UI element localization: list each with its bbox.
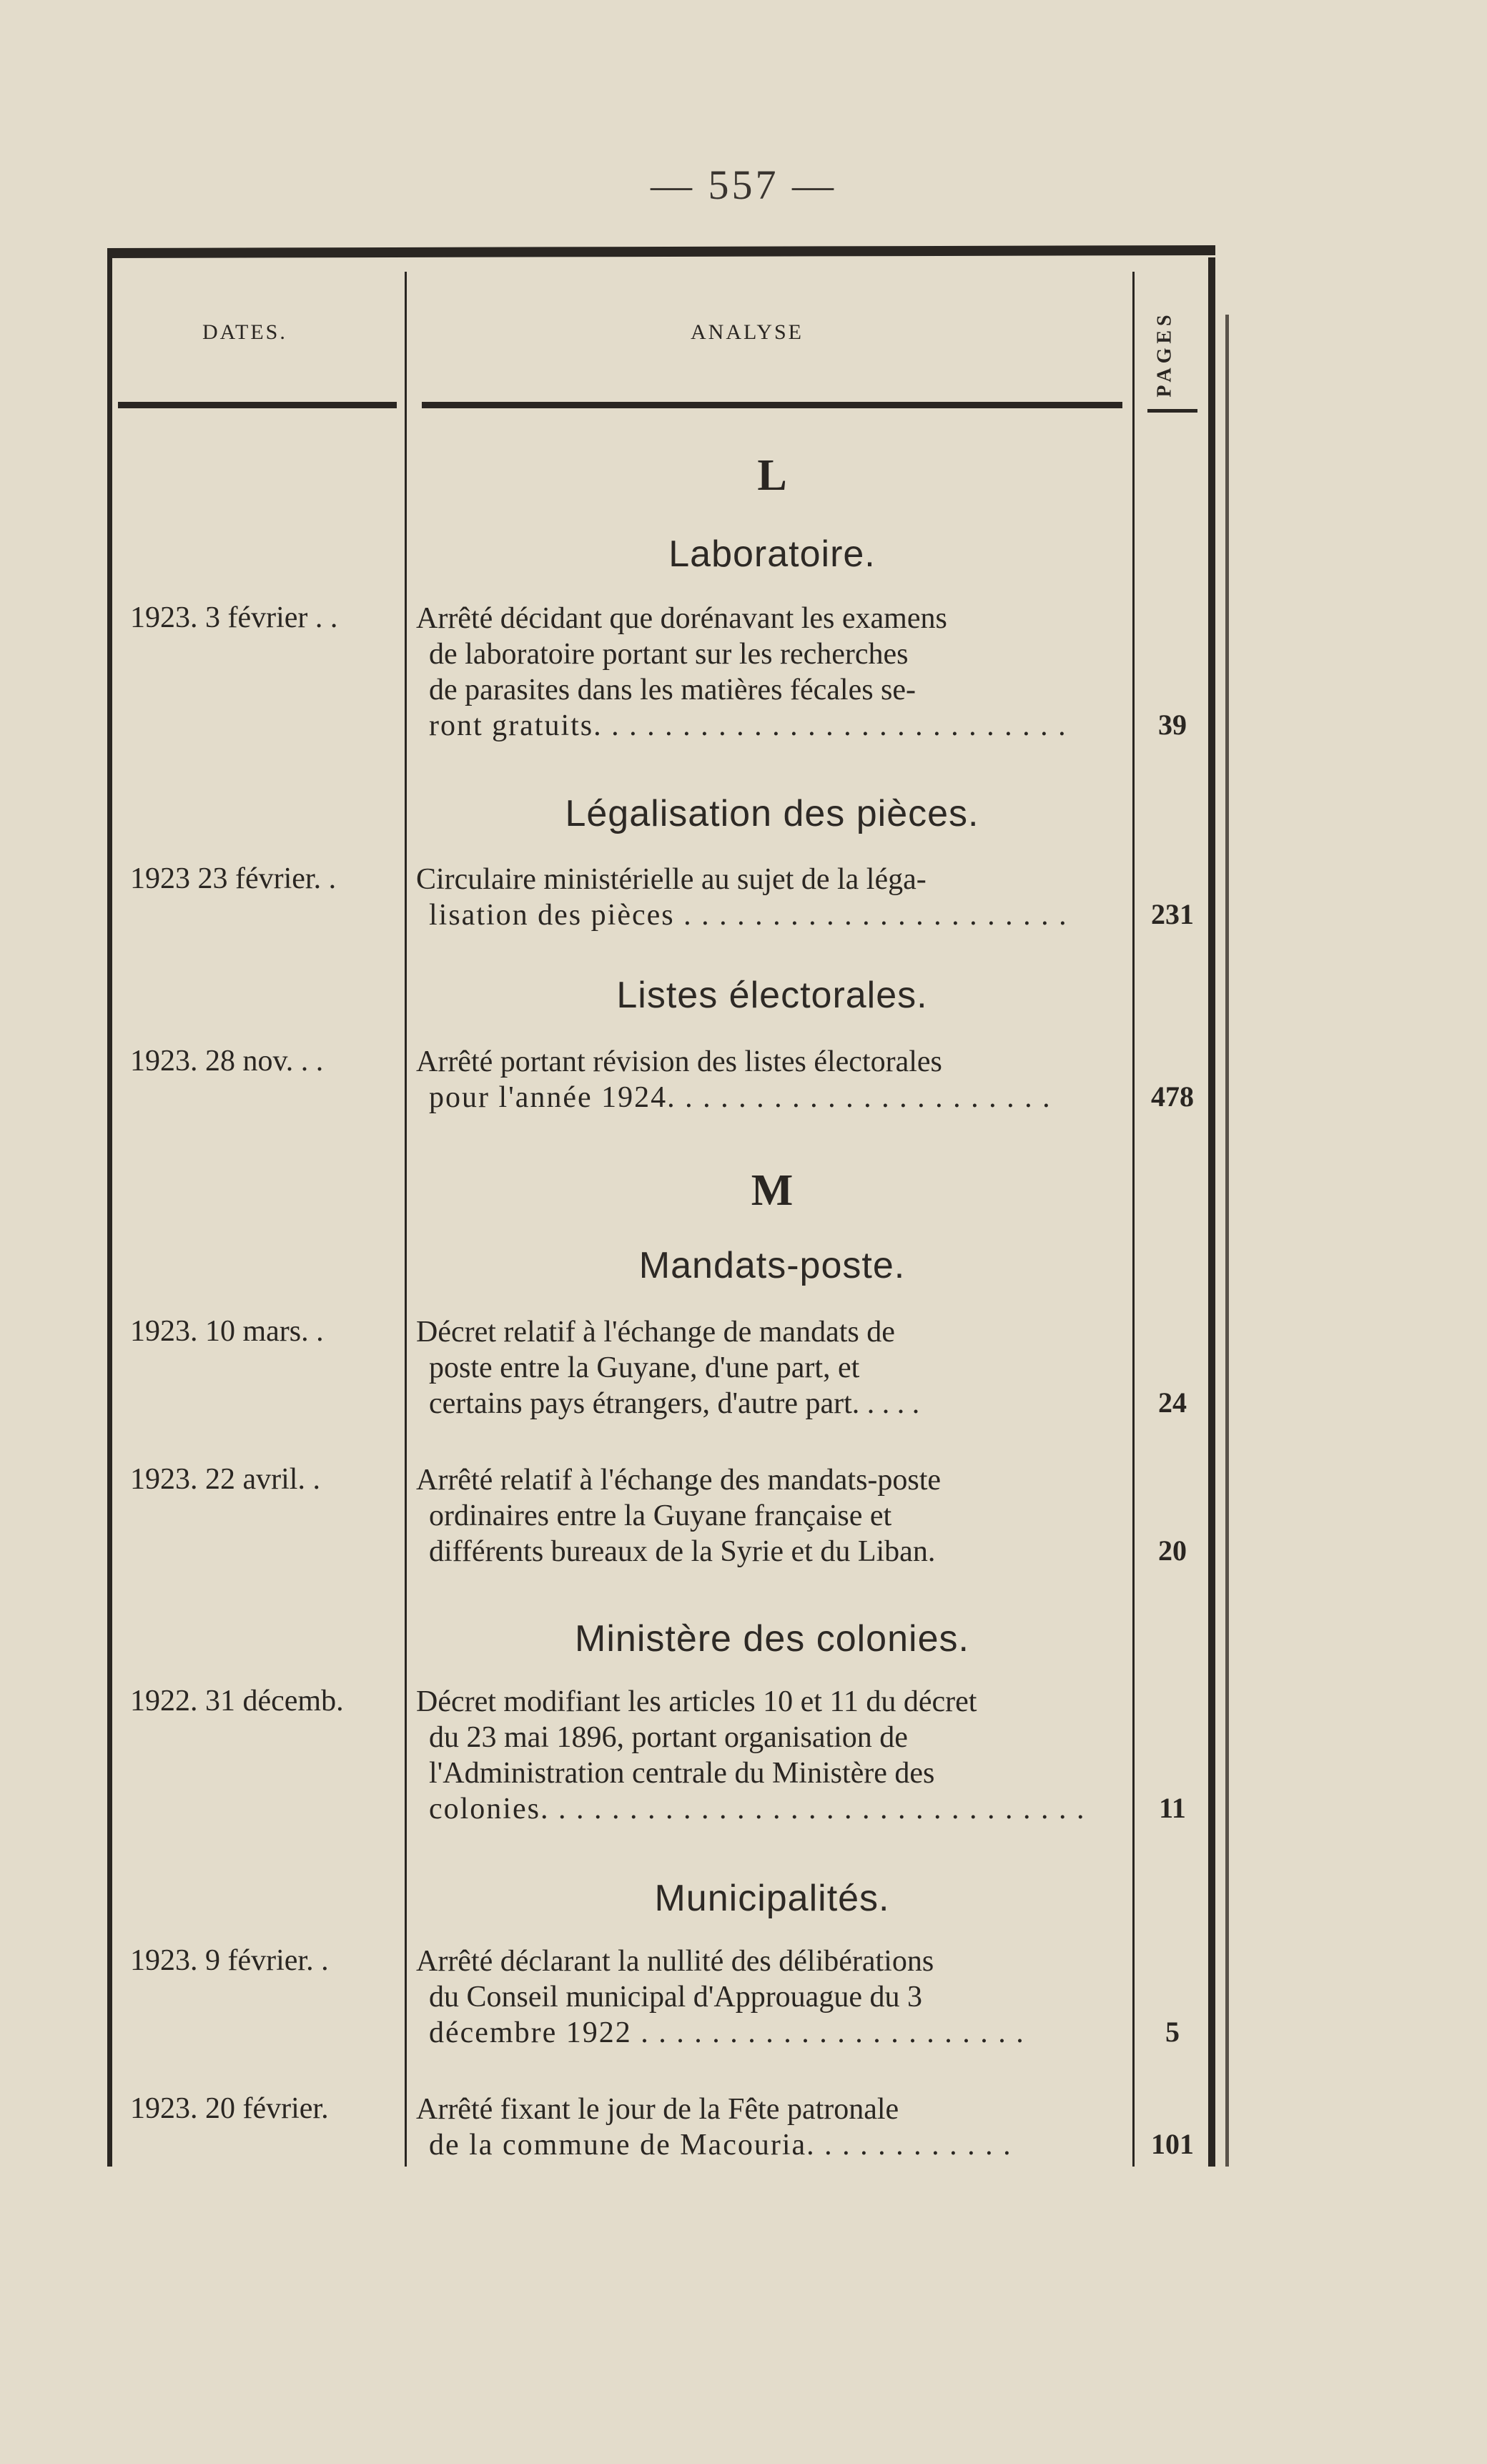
entry-line: Arrêté fixant le jour de la Fête patronale [416, 2093, 899, 2126]
heading-ministere-colonies: Ministère des colonies. [575, 1618, 969, 1660]
entry-text [416, 1684, 1131, 1827]
entry-line: Arrêté déclarant la nullité des délibérations [416, 1945, 934, 1978]
entry-page: 231 [1151, 898, 1194, 930]
entry-text [416, 1314, 1131, 1421]
right-border [1208, 257, 1215, 2167]
entry-page: 101 [1151, 2128, 1194, 2160]
entry-line: colonies. . . . . . . . . . . . . . . . . . . . . . . . . . . . . . . [429, 1793, 1086, 1825]
entry-line: Arrêté décidant que dorénavant les examens [416, 602, 947, 635]
entry-page: 20 [1158, 1534, 1187, 1567]
entry-page: 478 [1151, 1080, 1194, 1113]
heading-mandats-poste: Mandats-poste. [638, 1245, 906, 1286]
entry-text [416, 601, 1131, 744]
entry-page: 5 [1165, 2016, 1180, 2048]
entry-line: Arrêté portant révision des listes électorales [416, 1045, 942, 1078]
left-border [107, 257, 112, 2167]
heading-legalisation: Légalisation des pièces. [565, 793, 979, 834]
entry-line: Circulaire ministérielle au sujet de la léga- [416, 863, 927, 896]
entry-line: Décret modifiant les articles 10 et 11 du décret [416, 1685, 977, 1718]
heading-laboratoire: Laboratoire. [668, 533, 876, 575]
table-top-rule [107, 245, 1215, 258]
entry-date: 1923. 28 nov. . . [130, 1045, 324, 1078]
entry-line: l'Administration centrale du Ministère des [429, 1757, 935, 1790]
heading-listes-electorales: Listes électorales. [616, 975, 928, 1016]
entry-line: ront gratuits. . . . . . . . . . . . . . . . . . . . . . . . . . . [429, 709, 1067, 742]
entry-line: lisation des pièces . . . . . . . . . . . . . . . . . . . . . . [429, 899, 1068, 932]
entry-date: 1922. 31 décemb. [130, 1685, 344, 1718]
entry-line: Décret relatif à l'échange de mandats de [416, 1316, 895, 1349]
entry-line: de parasites dans les matières fécales se- [429, 674, 917, 706]
entry-page: 24 [1158, 1386, 1187, 1419]
header-analyse: ANALYSE [691, 320, 804, 344]
entry-line: de laboratoire portant sur les recherches [429, 638, 909, 671]
entry-line: pour l'année 1924. . . . . . . . . . . . . . . . . . . . . . [429, 1081, 1052, 1114]
entry-line: de la commune de Macouria. . . . . . . . . . . . [429, 2129, 1012, 2162]
entry-date: 1923. 20 février. [130, 2092, 329, 2125]
entry-date: 1923. 10 mars. . [130, 1315, 324, 1348]
entry-text [416, 2091, 1131, 2163]
entry-text [416, 1462, 1131, 1569]
entry-line: du 23 mai 1896, portant organisation de [429, 1721, 908, 1754]
section-letter-l: L [757, 451, 787, 500]
right-shadow-rule [1225, 315, 1229, 2167]
entry-text [416, 1943, 1131, 2051]
entry-page: 39 [1158, 709, 1187, 741]
entry-text [416, 1044, 1131, 1115]
header-dates: DATES. [202, 320, 287, 344]
entry-line: certains pays étrangers, d'autre part. . . . . [429, 1387, 920, 1420]
entry-line: Arrêté relatif à l'échange des mandats-poste [416, 1464, 942, 1497]
entry-date: 1923. 9 février. . [130, 1944, 329, 1977]
dates-header-rule [118, 402, 397, 408]
entry-line: décembre 1922 . . . . . . . . . . . . . . . . . . . . . . [429, 2016, 1025, 2049]
entry-text [416, 862, 1131, 933]
section-letter-m: M [751, 1166, 794, 1215]
dates-column-divider [405, 272, 407, 2167]
entry-line: différents bureaux de la Syrie et du Liban. [429, 1535, 936, 1568]
page-number: — 557 — [651, 162, 836, 208]
entry-date: 1923 23 février. . [130, 862, 337, 895]
heading-municipalites: Municipalités. [654, 1878, 890, 1919]
entry-line: ordinaires entre la Guyane française et [429, 1499, 892, 1532]
entry-line: poste entre la Guyane, d'une part, et [429, 1351, 860, 1384]
header-pages: PAGES [1154, 310, 1176, 398]
entry-date: 1923. 22 avril. . [130, 1463, 320, 1496]
entry-line: du Conseil municipal d'Approuague du 3 [429, 1981, 922, 2014]
entry-page: 11 [1159, 1792, 1186, 1824]
entry-date: 1923. 3 février . . [130, 601, 338, 634]
analyse-header-rule [422, 402, 1122, 408]
